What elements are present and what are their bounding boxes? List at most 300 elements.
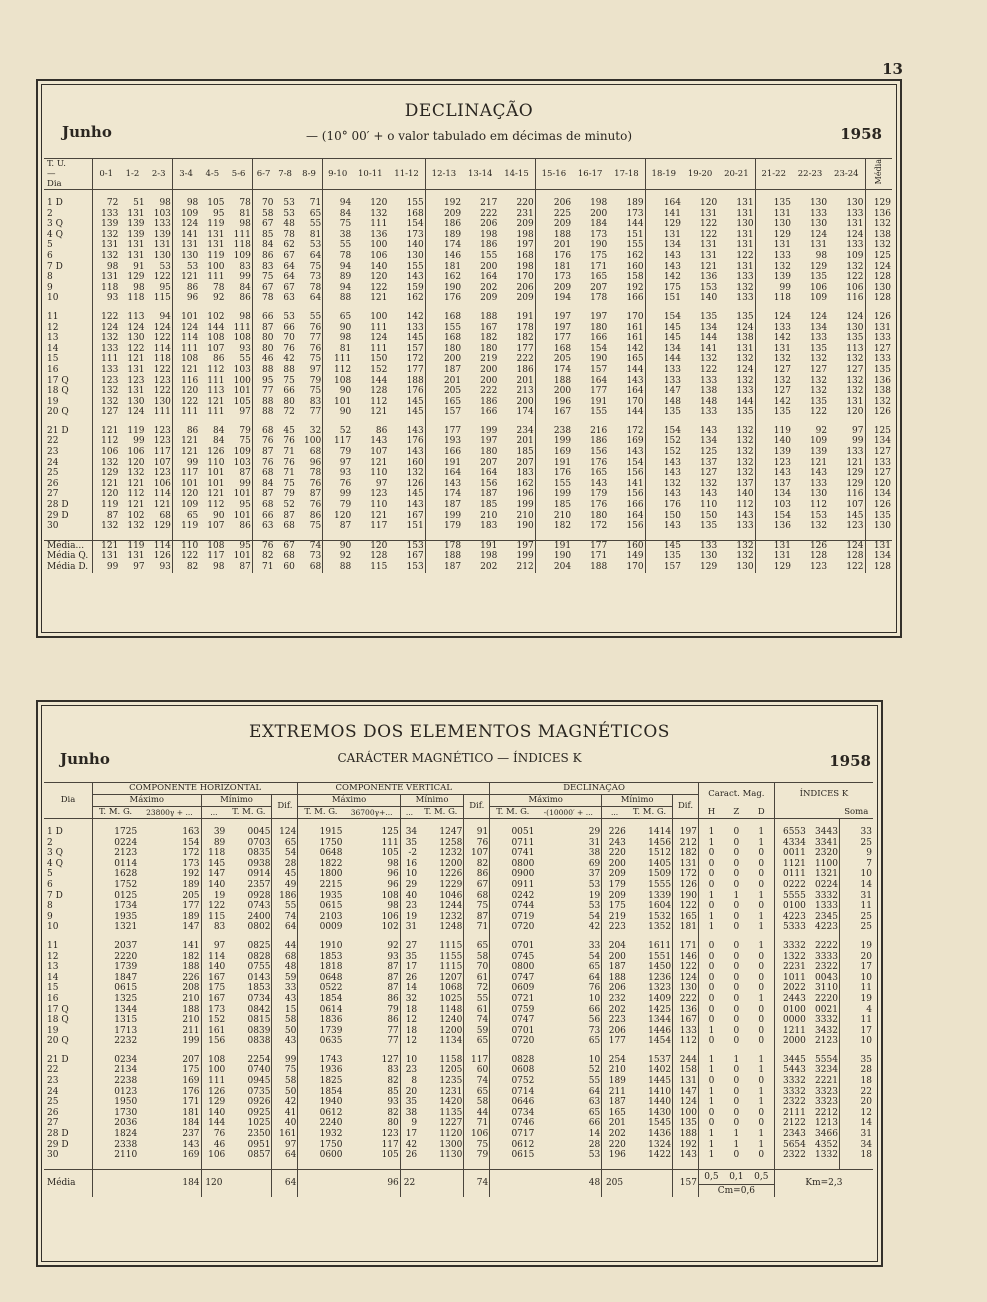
value-cell: 189	[425, 230, 462, 241]
hour-header: 8-9	[302, 168, 316, 179]
tmg-min: 1853	[247, 983, 271, 994]
ext-v-base: 36700γ+...	[350, 808, 393, 817]
value-cell: 127	[846, 364, 864, 375]
caract-z: 0	[733, 940, 740, 951]
value-cell: 176	[406, 436, 424, 447]
value-cell: 76	[309, 500, 322, 511]
value-cell: 147	[645, 386, 682, 397]
value-cell: 185	[516, 447, 534, 458]
tmg-min: 1134	[439, 1036, 463, 1047]
value-cell: 178	[590, 293, 608, 304]
value-cell: 131	[153, 240, 171, 251]
caract-h: 0	[698, 1005, 724, 1016]
tmg-max: 0701	[490, 1026, 536, 1037]
value-cell: 95	[213, 208, 225, 219]
summary-cell: 82	[172, 562, 199, 573]
value-min: 201	[602, 1118, 627, 1129]
summary-cell: 171	[590, 551, 608, 562]
caract-d: 0	[758, 972, 765, 983]
value-cell: 197	[516, 240, 534, 251]
table-row	[44, 1026, 873, 1037]
k-soma: 11	[839, 901, 873, 912]
value-cell: 86	[239, 293, 251, 304]
caract-h: 1	[698, 891, 724, 902]
value-max: 53	[588, 1150, 601, 1161]
k-index-1: 3332	[774, 1087, 807, 1098]
row-day: 8	[47, 901, 53, 912]
value-cell: 121	[127, 500, 145, 511]
value-min: 187	[602, 1097, 627, 1108]
value-cell: 111	[370, 322, 388, 333]
caract-d: 0	[758, 1015, 765, 1026]
value-cell: 133	[755, 323, 792, 334]
ext-d-base: -(10000′ + ...	[543, 808, 593, 817]
summary-cell: 160	[626, 540, 644, 551]
summary-cell: 131	[755, 540, 792, 551]
value-cell: 117	[370, 521, 388, 532]
k-soma: 4	[839, 1005, 873, 1016]
caract-h: 0	[698, 941, 724, 952]
dif: 50	[272, 1087, 298, 1098]
value-cell: 121	[172, 365, 199, 376]
value-cell: 131	[736, 343, 754, 354]
value-cell: 122	[700, 229, 718, 240]
table-row	[44, 1108, 873, 1119]
caract-z: 0	[733, 1036, 740, 1047]
dif: 197	[673, 827, 699, 838]
k-index-1: 4223	[774, 912, 807, 923]
tmg-max: 0123	[93, 1087, 139, 1098]
value-max: 123	[381, 1129, 399, 1140]
value-min: 187	[602, 962, 627, 973]
dif: 124	[673, 973, 699, 984]
value-cell: 75	[309, 354, 322, 365]
value-cell: 111	[207, 407, 225, 418]
value-cell: 130	[127, 396, 145, 407]
tmg-max: 1950	[93, 1097, 139, 1108]
tmg-max: 0759	[490, 1005, 536, 1016]
blank	[490, 1169, 536, 1197]
media-max: 96	[387, 1178, 399, 1189]
value-cell: 55	[309, 219, 322, 230]
dif: 87	[464, 912, 490, 923]
value-cell: 115	[153, 293, 171, 304]
ext-header-horizontal: COMPONENTE HORIZONTAL	[93, 783, 298, 795]
tmg-max: 1854	[298, 1087, 344, 1098]
value-cell: 131	[207, 240, 225, 251]
value-max: 66	[588, 1004, 601, 1015]
value-max: 143	[182, 1139, 200, 1150]
value-cell: 180	[480, 447, 498, 458]
value-cell: 64	[309, 250, 322, 261]
tmg-max: 0635	[298, 1036, 344, 1047]
dif: 222	[673, 994, 699, 1005]
tmg-max: 0224	[93, 838, 139, 849]
value-cell: 174	[425, 489, 462, 500]
value-min: 206	[602, 983, 627, 994]
value-cell: 64	[283, 261, 295, 272]
value-cell: 166	[425, 447, 462, 458]
value-cell: 154	[645, 426, 682, 437]
value-cell: 217	[480, 198, 498, 208]
value-cell: 133	[809, 208, 828, 219]
value-cell: 153	[809, 510, 828, 521]
value-cell: 186	[425, 219, 462, 230]
table-row	[44, 312, 892, 323]
dif: 112	[673, 1036, 699, 1047]
value-cell: 123	[755, 458, 792, 469]
k-index-2: 4352	[815, 1139, 838, 1150]
dif: 68	[272, 952, 298, 963]
table-row	[44, 994, 873, 1005]
tmg-max: 0609	[490, 983, 536, 994]
dif: 40	[272, 1118, 298, 1129]
table-row	[44, 489, 892, 500]
tmg-max: 0522	[298, 983, 344, 994]
summary-row	[44, 540, 892, 551]
declinacao-title: DECLINAÇÃO	[404, 101, 534, 121]
value-max: 87	[387, 972, 399, 983]
summary-cell: 119	[127, 540, 145, 551]
value-cell: 130	[809, 219, 828, 230]
row-day: 2	[47, 208, 53, 219]
k-index-1: 0111	[774, 869, 807, 880]
tmg-max: 1713	[93, 1026, 139, 1037]
value-cell: 199	[535, 436, 572, 447]
summary-cell: 126	[153, 551, 171, 562]
k-soma: 31	[839, 891, 873, 902]
tmg-max: 1325	[93, 994, 139, 1005]
extremos-table	[44, 782, 873, 1197]
dif: 100	[673, 1108, 699, 1119]
media-cell: 126	[865, 407, 892, 418]
value-min: 34	[400, 827, 418, 838]
table-row	[44, 962, 873, 973]
value-max: 77	[387, 1025, 399, 1036]
value-cell: 176	[590, 500, 608, 511]
value-cell: 129	[846, 468, 864, 479]
value-max: 87	[387, 983, 399, 994]
value-cell: 143	[736, 510, 754, 521]
value-cell: 143	[645, 468, 682, 479]
dif: 44	[272, 941, 298, 952]
tmg-max: 0648	[298, 848, 344, 859]
k-index-2: 1321	[815, 869, 838, 880]
value-cell: 131	[755, 209, 792, 220]
tmg-max: 1825	[298, 1076, 344, 1087]
value-cell: 93	[323, 468, 352, 479]
value-cell: 135	[809, 272, 828, 283]
value-cell: 200	[480, 261, 498, 272]
value-cell: 186	[590, 436, 608, 447]
value-cell: 133	[736, 386, 754, 397]
table-row	[44, 426, 892, 437]
dif: 65	[464, 1087, 490, 1098]
ext-d-dots: ...	[602, 807, 627, 819]
tmg-min: 1205	[439, 1065, 463, 1076]
table-row	[44, 323, 892, 334]
summary-label: Média Q.	[47, 551, 89, 562]
hour-header: 0-1	[93, 159, 120, 190]
caract-h: 0	[698, 994, 724, 1005]
value-cell: 199	[535, 489, 572, 500]
value-cell: 176	[425, 293, 462, 304]
value-cell: 143	[626, 375, 644, 386]
tmg-max: 1854	[298, 994, 344, 1005]
dif: 79	[464, 1150, 490, 1161]
value-max: 65	[588, 962, 601, 973]
value-max: 207	[182, 1054, 200, 1065]
caract-h: 0	[698, 952, 724, 963]
value-cell: 137	[700, 457, 718, 468]
value-cell: 111	[153, 407, 171, 418]
dif: 131	[673, 859, 699, 870]
table-row	[44, 447, 892, 458]
value-cell: 132	[809, 375, 828, 386]
value-cell: 134	[700, 322, 718, 333]
value-cell: 139	[127, 229, 145, 240]
table-row	[44, 354, 892, 365]
value-cell: 67	[252, 283, 274, 294]
value-min: 89	[201, 838, 226, 849]
value-cell: 155	[406, 198, 424, 208]
caract-h: 0	[698, 1076, 724, 1087]
value-cell: 121	[846, 457, 864, 468]
value-cell: 210	[535, 511, 572, 522]
hour-header: 3-4	[172, 159, 199, 190]
row-day: 4 Q	[47, 858, 63, 869]
tmg-min: 2254	[247, 1054, 271, 1065]
media-cell: 120	[865, 479, 892, 490]
value-max: 205	[182, 890, 200, 901]
table-row	[44, 407, 892, 418]
value-cell: 143	[700, 489, 718, 500]
value-cell: 75	[283, 375, 295, 386]
value-cell: 131	[700, 240, 718, 251]
value-cell: 177	[516, 343, 534, 354]
value-cell: 135	[700, 521, 718, 532]
caract-d: 1	[758, 1054, 765, 1065]
summary-cell: 93	[159, 562, 171, 572]
hour-header: 22-23	[797, 168, 823, 179]
value-cell: 130	[755, 219, 792, 230]
value-min: 97	[201, 941, 226, 952]
tmg-max: 1628	[93, 869, 139, 880]
value-cell: 117	[323, 436, 352, 447]
value-cell: 98	[239, 311, 251, 322]
value-cell: 78	[252, 293, 274, 304]
value-cell: 131	[736, 261, 754, 272]
tmg-max: 0752	[490, 1076, 536, 1087]
k-index-2: 0043	[815, 972, 838, 983]
value-cell: 198	[516, 229, 534, 240]
value-cell: 101	[233, 510, 251, 521]
value-min: 32	[400, 994, 418, 1005]
caract-z: 0	[733, 858, 740, 869]
value-cell: 155	[590, 407, 608, 418]
value-cell: 124	[736, 322, 754, 333]
value-cell: 32	[309, 425, 322, 436]
value-cell: 132	[93, 333, 120, 344]
value-max: 188	[182, 1004, 200, 1015]
summary-cell: 128	[370, 551, 388, 562]
value-cell: 131	[700, 250, 718, 261]
dif: 133	[673, 1026, 699, 1037]
tmg-min: 1135	[439, 1107, 463, 1118]
value-cell: 78	[323, 251, 352, 262]
value-max: 147	[182, 922, 200, 933]
value-cell: 63	[283, 293, 295, 304]
value-cell: 119	[207, 219, 225, 230]
media-caract-z: 0,1	[729, 1171, 744, 1182]
value-cell: 168	[425, 312, 462, 323]
value-cell: 132	[755, 376, 792, 387]
value-min: 232	[602, 994, 627, 1005]
row-day: 5	[47, 240, 53, 251]
k-index-1: 4334	[774, 838, 807, 849]
dif: 64	[272, 1150, 298, 1161]
value-cell: 101	[323, 397, 352, 408]
value-min: 126	[201, 1087, 226, 1098]
row-day: 8	[47, 272, 53, 283]
dif: 122	[673, 962, 699, 973]
value-cell: 154	[626, 457, 644, 468]
k-index-1: 5654	[774, 1140, 807, 1151]
table-row	[44, 1118, 873, 1129]
value-cell: 144	[626, 364, 644, 375]
value-cell: 129	[127, 272, 145, 283]
k-soma: 25	[839, 912, 873, 923]
value-max: 125	[381, 827, 399, 837]
value-cell: 114	[153, 343, 171, 354]
value-cell: 68	[159, 510, 171, 521]
value-cell: 131	[736, 198, 754, 208]
value-min: 167	[201, 994, 226, 1005]
value-cell: 100	[304, 436, 322, 447]
value-cell: 79	[323, 500, 352, 511]
k-index-1: 2231	[774, 962, 807, 973]
value-cell: 45	[283, 425, 295, 436]
value-cell: 126	[207, 447, 225, 458]
k-index-2: 1332	[815, 1150, 838, 1161]
value-cell: 99	[239, 478, 251, 489]
media-cell: 124	[865, 262, 892, 273]
media-cell: 134	[865, 436, 892, 447]
value-cell: 126	[406, 478, 424, 489]
value-cell: 110	[700, 500, 718, 511]
summary-row	[44, 562, 892, 573]
value-cell: 48	[283, 219, 295, 230]
value-cell: 133	[700, 375, 718, 386]
value-cell: 172	[626, 425, 644, 436]
value-min: 35	[400, 838, 418, 849]
tmg-max: 0734	[490, 1108, 536, 1119]
summary-cell: 108	[207, 540, 225, 551]
value-cell: 98	[815, 250, 828, 261]
tmg-min: 1456	[648, 837, 672, 848]
value-cell: 192	[626, 282, 644, 293]
caract-d: 0	[758, 1004, 765, 1015]
value-cell: 99	[755, 283, 792, 294]
value-max: 182	[182, 951, 200, 962]
value-cell: 76	[283, 457, 295, 468]
value-cell: 88	[252, 407, 274, 418]
media-dif: 64	[272, 1169, 298, 1197]
k-soma: 19	[839, 994, 873, 1005]
value-cell: 109	[233, 250, 251, 261]
value-max: 192	[182, 869, 200, 880]
dif: 165	[673, 912, 699, 923]
value-cell: 90	[323, 407, 352, 418]
value-cell: 65	[323, 312, 352, 323]
ext-hdr-k-blank	[774, 807, 839, 819]
tmg-max: 0911	[490, 880, 536, 891]
value-cell: 168	[516, 250, 534, 261]
value-cell: 179	[425, 521, 462, 532]
dif: 65	[272, 838, 298, 849]
summary-cell: 124	[846, 540, 864, 551]
tmg-max: 0648	[298, 973, 344, 984]
value-max: 80	[387, 1118, 399, 1129]
caract-d: 0	[758, 848, 765, 859]
table-row	[44, 1036, 873, 1047]
value-cell: 119	[127, 425, 145, 436]
dif: 71	[464, 922, 490, 933]
value-cell: 53	[172, 262, 199, 273]
summary-media: 134	[865, 551, 892, 562]
media-min: 120	[201, 1169, 226, 1197]
caract-z: 0	[733, 962, 740, 973]
hour-header: 23-24	[834, 168, 859, 179]
caract-h: 0	[698, 859, 724, 870]
value-cell: 133	[846, 208, 864, 219]
tmg-min: 1236	[648, 972, 672, 983]
dif: 75	[464, 901, 490, 912]
summary-cell: 132	[736, 551, 754, 562]
k-soma: 31	[839, 1129, 873, 1140]
row-day: 16	[47, 364, 59, 375]
value-cell: 135	[846, 333, 864, 344]
value-cell: 222	[480, 386, 498, 397]
summary-cell: 99	[93, 562, 120, 573]
summary-cell: 115	[370, 562, 388, 572]
tmg-max: 2232	[93, 1036, 139, 1047]
table-row	[44, 859, 873, 870]
media-cell: 130	[865, 521, 892, 532]
k-index-2: 3341	[815, 837, 838, 848]
summary-cell: 110	[172, 540, 199, 551]
tmg-max: 0720	[490, 1036, 536, 1047]
value-cell: 125	[700, 447, 718, 458]
value-min: 219	[602, 912, 627, 923]
value-max: 98	[387, 858, 399, 869]
caract-h: 1	[698, 827, 724, 838]
value-cell: 132	[736, 447, 754, 458]
value-cell: 55	[323, 240, 352, 251]
value-cell: 143	[370, 436, 388, 447]
tmg-max: 1739	[93, 962, 139, 973]
value-cell: 130	[846, 322, 864, 333]
value-cell: 177	[406, 364, 424, 375]
value-max: 86	[387, 1015, 399, 1026]
caract-d: 0	[758, 1025, 765, 1036]
value-cell: 176	[535, 468, 572, 479]
value-cell: 111	[172, 344, 199, 355]
k-index-1: 0100	[774, 901, 807, 912]
tmg-min: 1414	[648, 827, 672, 837]
tmg-min: 1025	[247, 1118, 271, 1129]
value-cell: 83	[252, 262, 274, 273]
